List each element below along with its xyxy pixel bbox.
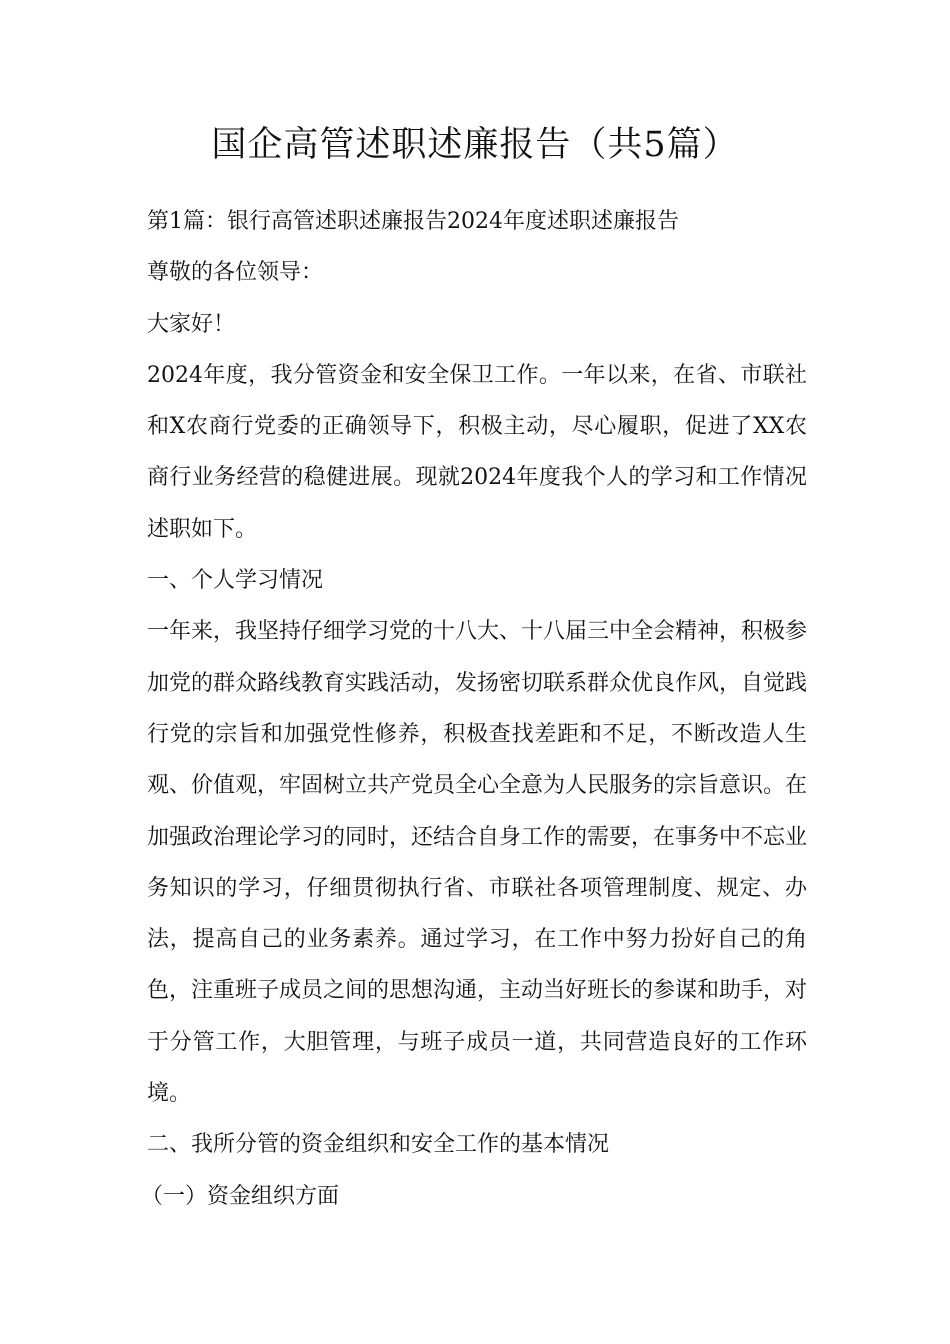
heading-personal-study: 一、个人学习情况 [147, 568, 324, 594]
document-title: 国企高管述职述廉报告（共5篇） [211, 125, 739, 165]
greeting: 大家好！ [147, 311, 236, 337]
section-heading: 第1篇：银行高管述职述廉报告2024年度述职述廉报告 [147, 209, 679, 234]
intro-paragraph: 2024年度，我分管资金和安全保卫工作。一年以来，在省、市联社和X农商行党委的正确领导下，积极主动，尽心履职，促进了XX农商行业务经营的稳健进展。现就2024年度我个人的学习和工作情况述职如下。 [147, 362, 807, 542]
salutation: 尊敬的各位领导： [147, 260, 324, 286]
study-paragraph: 一年来，我坚持仔细学习党的十八大、十八届三中全会精神，积极参加党的群众路线教育实践活动，发扬密切联系群众优良作风，自觉践行党的宗旨和加强党性修养，积极查找差距和不足，不断改造人生观、价值观，牢固树立共产党员全心全意为人民服务的宗旨意识。在加强政治理论学习的同时，还结合自身工作的需要，在事务中不忘业务知识的学习，仔细贯彻执行省、市联社各项管理制度、规定、办法，提高自己的业务素养。通过学习，在工作中努力扮好自己的角色，注重班子成员之间的思想沟通，主动当好班长的参谋和助手，对于分管工作，大胆管理，与班子成员一道，共同营造良好的工作环境。 [147, 619, 808, 1107]
heading-managed-work: 二、我所分管的资金组织和安全工作的基本情况 [147, 1132, 610, 1158]
document-body [141, 196, 808, 1222]
subheading-fund-organization: （一）资金组织方面 [141, 1183, 340, 1209]
